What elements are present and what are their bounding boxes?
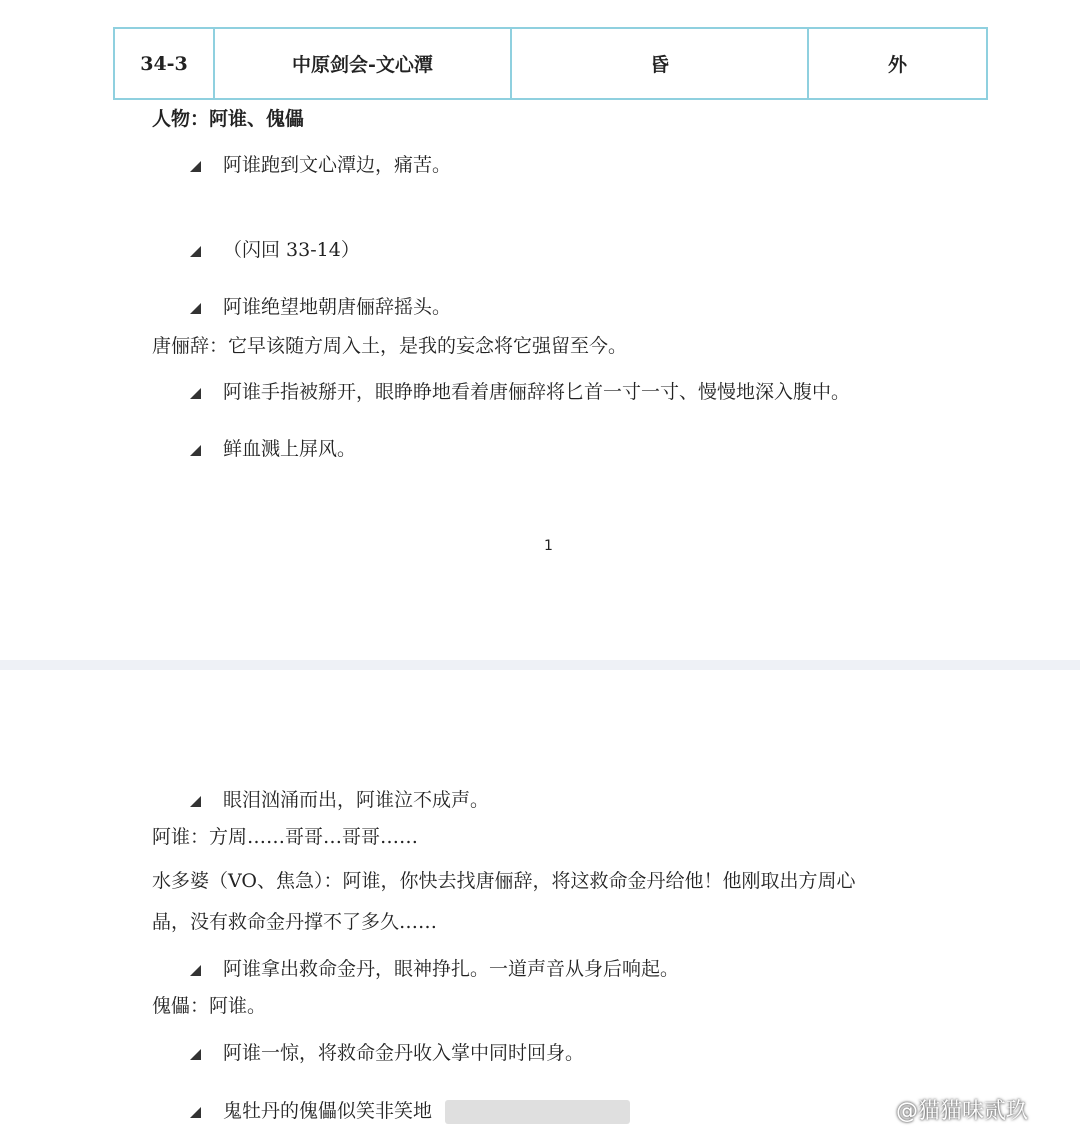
triangle-marker-icon (190, 246, 201, 257)
action-line: （闪回 33-14） (190, 235, 360, 262)
action-line: 阿谁绝望地朝唐俪辞摇头。 (190, 292, 451, 319)
action-line: 阿谁拿出救命金丹，眼神挣扎。一道声音从身后响起。 (190, 954, 679, 981)
scene-location: 中原剑会-文心潭 (215, 29, 512, 98)
triangle-marker-icon (190, 445, 201, 456)
scene-time: 昏 (512, 29, 809, 98)
action-line: 眼泪汹涌而出，阿谁泣不成声。 (190, 785, 489, 812)
scene-setting: 外 (887, 54, 907, 76)
action-line: 阿谁一惊，将救命金丹收入掌中同时回身。 (190, 1038, 584, 1065)
action-line: 阿谁手指被掰开，眼睁睁地看着唐俪辞将匕首一寸一寸、慢慢地深入腹中。 (190, 377, 850, 404)
action-line: 阿谁跑到文心潭边，痛苦。 (190, 150, 451, 177)
triangle-marker-icon (190, 303, 201, 314)
page-separator (0, 660, 1080, 670)
characters-line: 人物：阿谁、傀儡 (152, 108, 305, 130)
weibo-watermark (860, 1094, 1028, 1125)
dialogue-line: 晶，没有救命金丹撑不了多久…… (152, 911, 438, 933)
triangle-marker-icon (190, 965, 201, 976)
dialogue-line: 水多婆（VO、焦急）：阿谁，你快去找唐俪辞，将这救命金丹给他！他刚取出方周心 (152, 870, 856, 892)
page-number: 1 (544, 538, 553, 554)
triangle-marker-icon (190, 796, 201, 807)
triangle-marker-icon (190, 1049, 201, 1060)
weibo-logo-icon (860, 1099, 890, 1121)
triangle-marker-icon (190, 161, 201, 172)
action-line: 鬼牡丹的傀儡似笑非笑地 (190, 1096, 432, 1123)
dialogue-line: 傀儡：阿谁。 (152, 995, 267, 1017)
triangle-marker-icon (190, 388, 201, 399)
redacted-text-overlay (445, 1100, 630, 1124)
scene-number: 34-3 (115, 29, 215, 98)
script-page-2 (0, 670, 1080, 1140)
action-line: 鲜血溅上屏风。 (190, 434, 356, 461)
dialogue-line: 唐俪辞：它早该随方周入土，是我的妄念将它强留至今。 (152, 335, 628, 357)
scene-header-table (113, 27, 988, 100)
watermark-text: @猫猫味贰玖 (896, 1099, 1029, 1124)
dialogue-line: 阿谁：方周……哥哥…哥哥…… (152, 826, 419, 848)
triangle-marker-icon (190, 1107, 201, 1118)
